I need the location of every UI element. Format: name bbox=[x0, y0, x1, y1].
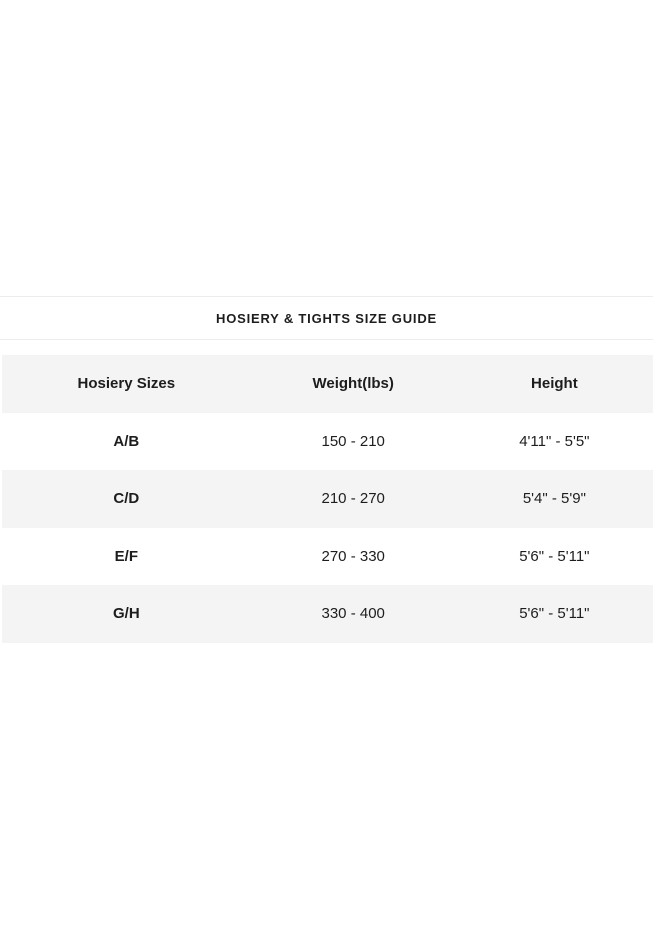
size-guide-header bbox=[0, 296, 653, 340]
column-header-hosiery-sizes: Hosiery Sizes bbox=[77, 375, 176, 393]
size-cell: A/B bbox=[113, 432, 140, 450]
height-cell: 5'6" - 5'11" bbox=[519, 605, 590, 623]
height-cell: 5'4" - 5'9" bbox=[522, 490, 586, 508]
weight-cell: 330 - 400 bbox=[321, 605, 385, 623]
weight-cell: 210 - 270 bbox=[321, 490, 385, 508]
height-cell: 4'11" - 5'5" bbox=[519, 432, 590, 450]
size-guide-section bbox=[0, 296, 653, 643]
table-row bbox=[2, 528, 653, 586]
table-row bbox=[2, 413, 653, 471]
height-cell: 5'6" - 5'11" bbox=[519, 547, 590, 565]
size-cell: C/D bbox=[113, 490, 140, 508]
top-whitespace bbox=[0, 0, 653, 296]
weight-cell: 150 - 210 bbox=[321, 432, 385, 450]
size-cell: G/H bbox=[113, 605, 140, 623]
column-header-weight: Weight(lbs) bbox=[312, 375, 394, 393]
size-guide-table bbox=[2, 355, 653, 643]
size-guide-title: HOSIERY & TIGHTS SIZE GUIDE bbox=[216, 310, 437, 326]
size-cell: E/F bbox=[114, 547, 138, 565]
table-row bbox=[2, 585, 653, 643]
weight-cell: 270 - 330 bbox=[321, 547, 385, 565]
table-header-row bbox=[2, 355, 653, 413]
column-header-height: Height bbox=[531, 375, 578, 393]
table-row bbox=[2, 470, 653, 528]
